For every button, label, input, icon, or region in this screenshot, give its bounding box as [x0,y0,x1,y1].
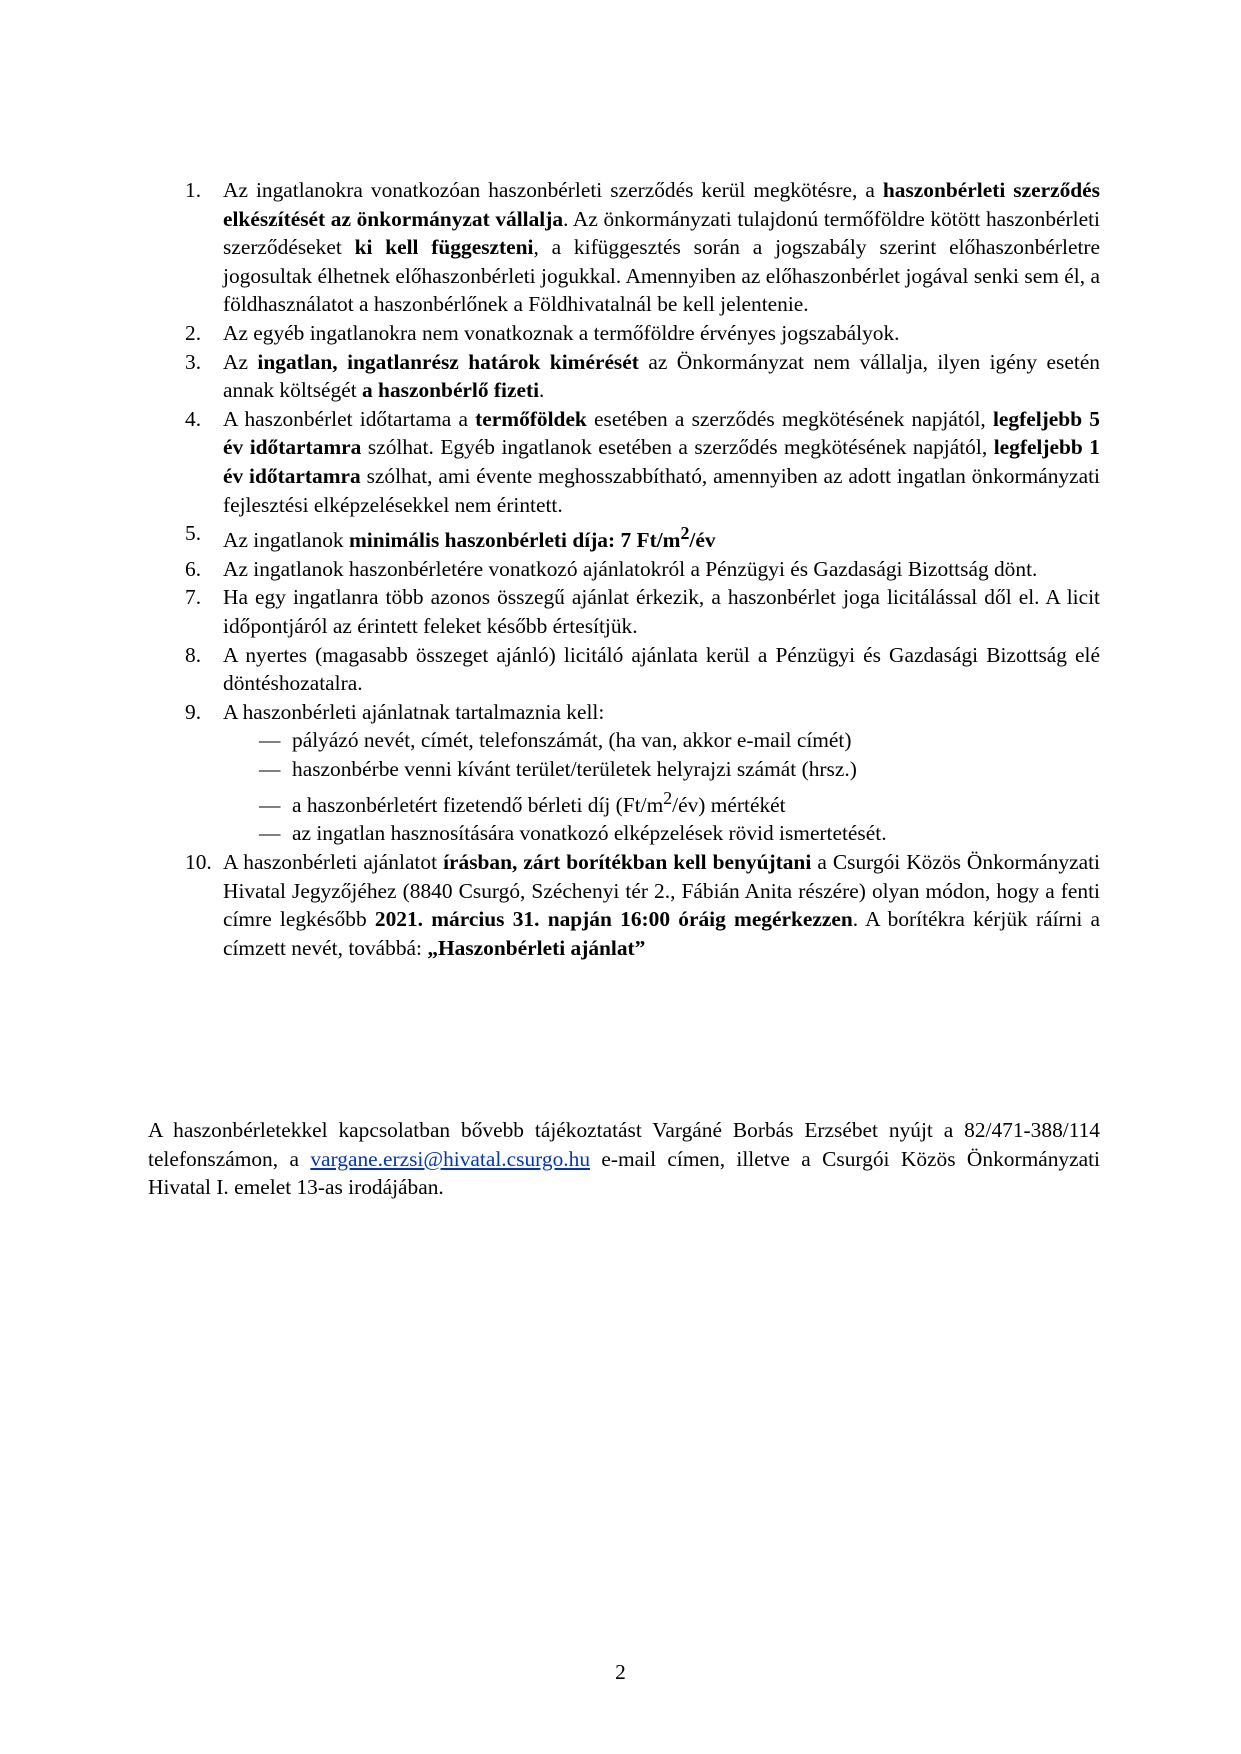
item-number: 4. [185,406,202,431]
email-link[interactable]: vargane.erzsi@hivatal.csurgo.hu [310,1146,591,1171]
item-number: 6. [185,556,202,581]
dash-bullet: — [259,821,281,846]
list-item: 8. A nyertes (magasabb összeget ajánló) licitáló ajánlata kerül a Pénzügyi és Gazdasági Bizottság elé döntéshozatalra. [185,642,1100,696]
item-number: 9. [185,699,202,724]
list-item: 7. Ha egy ingatlanra több azonos összegű ajánlat érkezik, a haszonbérlet joga licitálással dől el. A licit időpontjáról az érintett feleket később értesítjük. [185,585,1100,639]
dash-bullet: — [259,757,281,781]
sub-item: — a haszonbérletért fizetendő bérleti díj $(Ft/m^2/év)$ mértékét [259,784,1100,820]
sub-item: — pályázó nevét, címét, telefonszámát, (ha van, akkor e-mail címét) [259,726,1100,755]
item-number: 5. [185,521,202,546]
list-item: 6. Az ingatlanok haszonbérletére vonatkozó ajánlatokról a Pénzügyi és Gazdasági Bizottság dönt. [185,555,1100,584]
item-number: 10. [185,849,212,874]
dash-bullet: — [259,728,281,753]
sub-item: — haszonbérbe venni kívánt terület/területek helyrajzi számát (hrsz.) [259,755,1100,784]
list-item: 1. Az ingatlanokra vonatkozóan haszonbérleti szerződés kerül megkötésre, a haszonbérleti szerződés elkészítését az önkormányzat vállalja. Az önkormányzati tulajdonú termőföldre kötött haszonbérleti szerződéseket ki kell függeszteni, a kifüggesztés során a jogszabály szerint előhaszonbérletre jogosultak élhetnek előhaszonbérleti jogukkal. Amennyiben az előhaszonbérlet jogával senki sem él, a földhasználatot a haszonbérlőnek a Földhivatalnál be kell jelentenie. [185,178,1101,317]
list-item: 9. A haszonbérleti ajánlatnak tartalmaznia kell: — pályázó nevét, címét, telefonszámát, (ha van, akkor e-mail címét) — haszonbérbe venni kívánt terület/területek helyrajzi számát (hrsz.) — a haszonbérletért fizetendő bérleti díj $(Ft/m^2/év)$ mértékét — az ingatlan hasznosítására vonatkozó elképzelések rövid ismertetését. [185,698,1100,848]
item-number: 3. [185,349,202,374]
conditions-list [185,176,1100,962]
list-item: 10. A haszonbérleti ajánlatot írásban, zárt borítékban kell benyújtani a Csurgói Közös Önkormányzati Hivatal Jegyzőjéhez (8840 Csurgó, Széchenyi tér 2., Fábián Anita részére) olyan módon, hogy a fenti címre legkésőbb 2021. március 31. napján 16:00 óráig megérkezzen. A borítékra kérjük ráírni a címzett nevét, továbbá: „Haszonbérleti ajánlat” [185,849,1100,960]
required-contents-list [223,726,1100,848]
dash-bullet: — [259,792,281,817]
item-number: 7. [185,585,202,610]
sub-item: — az ingatlan hasznosítására vonatkozó elképzelések rövid ismertetését. [259,819,1100,848]
list-item: 2. Az egyéb ingatlanokra nem vonatkoznak a termőföldre érvényes jogszabályok. [185,319,1100,348]
item-number: 8. [185,642,202,667]
page-number: 2 [615,1660,626,1684]
list-item: 5. Az ingatlanok minimális haszonbérleti díja: 7 $Ft/m^2/év$ [185,521,716,553]
contact-paragraph: A haszonbérletekkel kapcsolatban bővebb tájékoztatást Vargáné Borbás Erzsébet nyújt a 82/471-388/114 telefonszámon, a vargane.erzsi@hivatal.csurgo.hu e-mail címen, illetve a Csurgói Közös Önkormányzati Hivatal I. emelet 13-as irodájában. [148,1118,1100,1200]
item-number: 1. [185,178,202,202]
list-item: 4. A haszonbérlet időtartama a termőföldek esetében a szerződés megkötésének napjától, legfeljebb 5 év időtartamra szólhat. Egyéb ingatlanok esetében a szerződés megkötésének napjától, legfeljebb 1 év időtartamra szólhat, ami évente meghosszabbítható, amennyiben az adott ingatlan önkormányzati fejlesztési elképzelésekkel nem érintett. [185,406,1100,517]
list-item: 3. Az ingatlan, ingatlanrész határok kimérését az Önkormányzat nem vállalja, ilyen igény esetén annak költségét a haszonbérlő fizeti. [185,349,1101,403]
item-number: 2. [185,320,202,345]
